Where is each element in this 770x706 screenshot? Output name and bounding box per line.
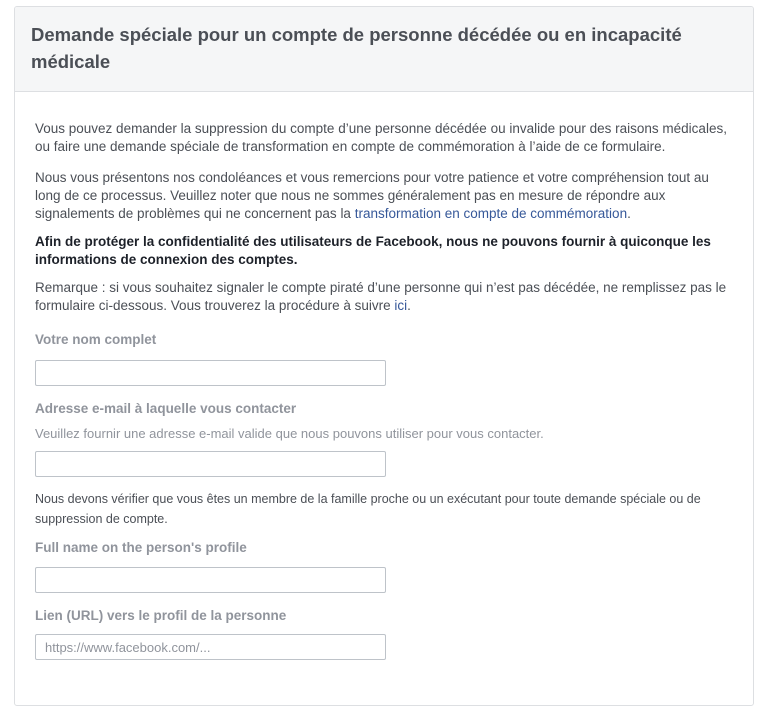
remark-end: . <box>407 298 411 313</box>
card-header <box>15 7 753 92</box>
profile-url-label: Lien (URL) vers le profil de la personne <box>35 608 287 623</box>
profile-url-input[interactable] <box>35 634 386 660</box>
remark-text: Remarque : si vous souhaitez signaler le compte piraté d’une personne qui n’est pas décédée, ne remplissez pas le formulaire ci-dessous. Vous trouverez la procédure à suivre <box>35 280 727 313</box>
profile-name-group <box>35 539 733 593</box>
privacy-notice: Afin de protéger la confidentialité des utilisateurs de Facebook, nous ne pouvons fournir à quiconque les informations de connexion des comptes. <box>35 234 711 267</box>
card-body <box>15 92 753 660</box>
profile-name-input[interactable] <box>35 567 386 593</box>
email-label: Adresse e-mail à laquelle vous contacter <box>35 401 297 416</box>
intro-paragraph: Vous pouvez demander la suppression du compte d’une personne décédée ou invalide pour des raisons médicales, ou faire une demande spéciale de transformation en compte de commémoration à l’aide de ce formulaire. <box>35 121 727 154</box>
email-help-text: Veuillez fournir une adresse e-mail valide que nous pouvons utiliser pour vous contacter. <box>35 426 544 441</box>
full-name-label: Votre nom complet <box>35 332 157 347</box>
hacked-account-link[interactable]: ici <box>394 298 408 313</box>
condolences-text: Nous vous présentons nos condoléances et vous remercions pour votre patience et votre compréhension tout au long de ce processus. Veuillez noter que nous ne sommes généralement pas en mesure de répondre aux signalements de problèmes qui ne concernent pas la <box>35 170 709 221</box>
condolences-end: . <box>627 206 631 221</box>
email-input[interactable] <box>35 451 386 477</box>
email-group <box>35 400 733 477</box>
full-name-group <box>35 331 733 386</box>
condolences-paragraph <box>35 169 733 223</box>
profile-url-group <box>35 607 733 660</box>
remark-paragraph <box>35 279 733 315</box>
verification-note: Nous devons vérifier que vous êtes un membre de la famille proche ou un exécutant pour toute demande spéciale ou de suppression de compte. <box>35 492 701 526</box>
page-title: Demande spéciale pour un compte de personne décédée ou en incapacité médicale <box>31 24 682 72</box>
request-form-card <box>14 6 754 706</box>
memorialization-link[interactable]: transformation en compte de commémoration <box>354 206 628 221</box>
full-name-input[interactable] <box>35 360 386 386</box>
profile-name-label: Full name on the person's profile <box>35 540 247 555</box>
